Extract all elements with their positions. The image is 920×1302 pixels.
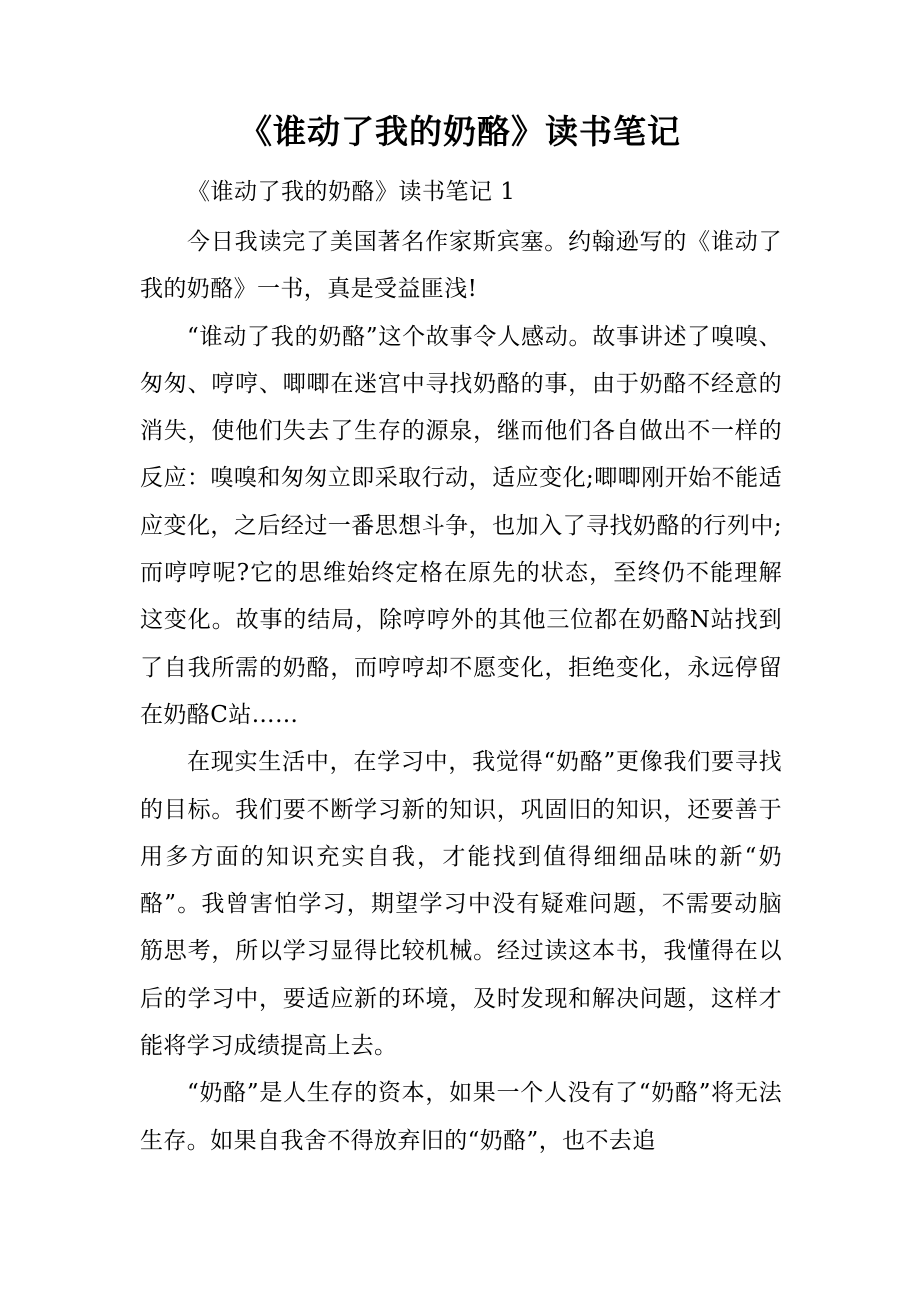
- paragraph-4: “奶酪”是人生存的资本，如果一个人没有了“奶酪”将无法生存。如果自我舍不得放弃旧的“奶酪”，也不去追: [140, 1080, 782, 1154]
- document-body: [140, 219, 782, 1165]
- paragraph-1: 今日我读完了美国著名作家斯宾塞。约翰逊写的《谁动了我的奶酪》一书，真是受益匪浅!: [140, 229, 782, 303]
- document-title: 《谁动了我的奶酪》读书笔记: [239, 112, 681, 151]
- paragraph-3: 在现实生活中，在学习中，我觉得“奶酪”更像我们要寻找的目标。我们要不断学习新的知识，巩固旧的知识，还要善于用多方面的知识充实自我，才能找到值得细细品味的新“奶酪”。我曾害怕学习，期望学习中没有疑难问题，不需要动脑筋思考，所以学习显得比较机械。经过读这本书，我懂得在以后的学习中，要适应新的环境，及时发现和解决问题，这样才能将学习成绩提高上去。: [140, 749, 782, 1060]
- section-heading: 《谁动了我的奶酪》读书笔记 1: [187, 179, 516, 205]
- paragraph-2: “谁动了我的奶酪”这个故事令人感动。故事讲述了嗅嗅、匆匆、哼哼、唧唧在迷宫中寻找奶酪的事，由于奶酪不经意的消失，使他们失去了生存的源泉，继而他们各自做出不一样的反应：嗅嗅和匆匆立即采取行动，适应变化;唧唧刚开始不能适应变化，之后经过一番思想斗争，也加入了寻找奶酪的行列中;而哼哼呢?它的思维始终定格在原先的状态，至终仍不能理解这变化。故事的结局，除哼哼外的其他三位都在奶酪N站找到了自我所需的奶酪，而哼哼却不愿变化，拒绝变化，永远停留在奶酪C站……: [140, 323, 782, 728]
